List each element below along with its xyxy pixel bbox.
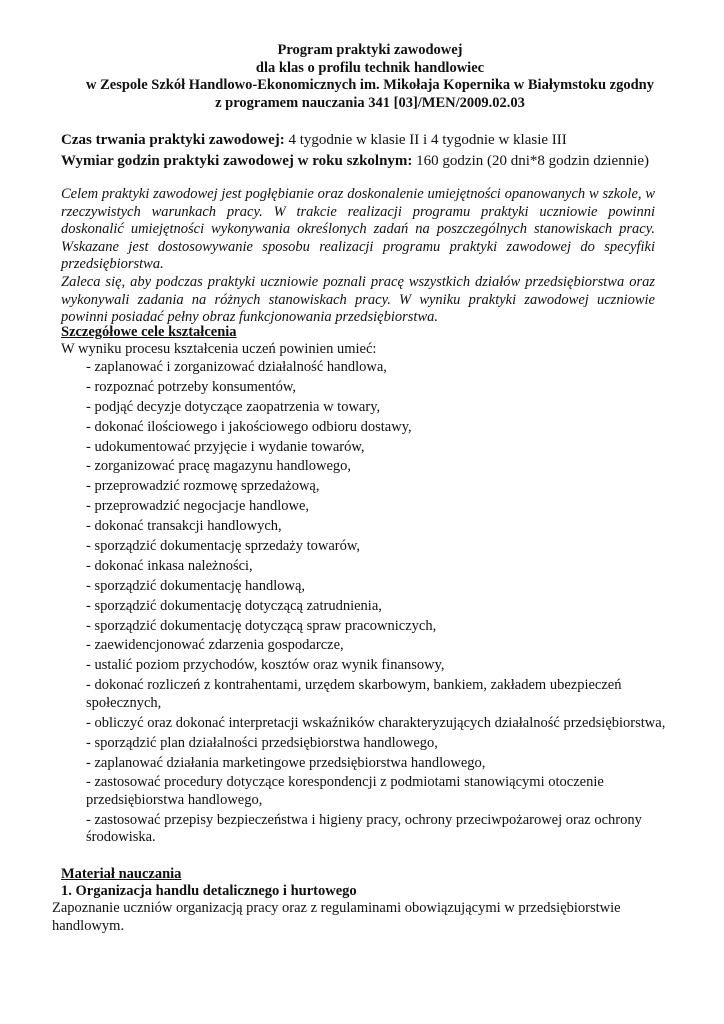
- title-line: dla klas o profilu technik handlowiec: [255, 59, 485, 76]
- goal-item: - udokumentować przyjęcie i wydanie towarów,: [86, 438, 365, 455]
- goal-item: - sporządzić dokumentację dotyczącą zatrudnienia,: [86, 597, 382, 614]
- goal-item: - rozpoznać potrzeby konsumentów,: [86, 378, 297, 395]
- hours-label: Wymiar godzin praktyki zawodowej w roku szkolnym:: [61, 153, 413, 169]
- goals-list: [86, 359, 666, 849]
- goal-item: - przeprowadzić negocjacje handlowe,: [86, 498, 310, 515]
- hours-value: 160 godzin (20 dni*8 godzin dziennie): [412, 153, 650, 169]
- goal-item: - zaewidencjonować zdarzenia gospodarcze,: [86, 637, 344, 654]
- goal-item: - dokonać rozliczeń z kontrahentami, urzędem skarbowym, bankiem, zakładem ubezpieczeń społecznych,: [86, 677, 622, 711]
- goal-item: - obliczyć oraz dokonać interpretacji wskaźników charakteryzujących działalność przedsiębiorstwa,: [86, 714, 666, 731]
- goal-item: - sporządzić dokumentację sprzedaży towarów,: [86, 538, 361, 555]
- goal-item: - zaplanować działania marketingowe przedsiębiorstwa handlowego,: [86, 754, 486, 771]
- goal-item: - dokonać transakcji handlowych,: [86, 518, 282, 535]
- title-line: w Zespole Szkół Handlowo-Ekonomicznych im. Mikołaja Kopernika w Białymstoku zgodny: [86, 77, 654, 93]
- material-heading: Materiał nauczania: [61, 866, 182, 882]
- goal-item: - zastosować przepisy bezpieczeństwa i higieny pracy, ochrony przeciwpożarowej oraz ochrony środowiska.: [86, 811, 642, 846]
- goal-item: - dokonać inkasa należności,: [86, 557, 253, 574]
- title-line: z programem nauczania 341 [03]/MEN/2009.02.03: [215, 94, 525, 111]
- goal-item: - zaplanować i zorganizować działalność handlowa,: [86, 359, 387, 375]
- goals-heading: Szczegółowe cele kształcenia: [61, 324, 237, 340]
- intro-paragraph: Celem praktyki zawodowej jest pogłębianie oraz doskonalenie umiejętności opanowanych w szkole, w rzeczywistych warunkach pracy. W trakcie realizacji programu praktyki uczniowie powinni doskonalić umiejętności wykonywania określonych zadań na poszczególnych stanowiskach pracy. Wskazane jest dostosowywanie sposobu realizacji programu praktyki zawodowej do specyfiki przedsiębiorstwa.: [61, 186, 655, 273]
- duration-line: [61, 130, 681, 151]
- goal-item: - zorganizować pracę magazynu handlowego,: [86, 458, 352, 475]
- goal-item: - podjąć decyzje dotyczące zaopatrzenia w towary,: [86, 398, 381, 415]
- section-title: 1. Organizacja handlu detalicznego i hurtowego: [61, 883, 357, 899]
- goal-item: - dokonać ilościowego i jakościowego odbioru dostawy,: [86, 418, 412, 435]
- duration-value: 4 tygodnie w klasie II i 4 tygodnie w klasie III: [284, 132, 567, 148]
- goal-item: - sporządzić dokumentację handlową,: [86, 577, 306, 594]
- goal-item: - sporządzić dokumentację dotyczącą spraw pracowniczych,: [86, 617, 437, 634]
- goal-item: - przeprowadzić rozmowę sprzedażową,: [86, 478, 320, 495]
- hours-line: [61, 151, 681, 172]
- title-line: Program praktyki zawodowej: [277, 42, 463, 58]
- document-title: [40, 42, 700, 112]
- intro-paragraph: Zaleca się, aby podczas praktyki uczniowie poznali pracę wszystkich działów przedsiębiorstwa oraz wykonywali zadania na różnych stanowiskach pracy. W wyniku praktyki zawodowej uczniowie powinni posiadać pełny obraz funkcjonowania przedsiębiorstwa.: [61, 273, 655, 326]
- practice-meta: [61, 130, 681, 172]
- intro-text: [61, 186, 655, 327]
- goals-lead: W wyniku procesu kształcenia uczeń powinien umieć:: [61, 341, 377, 357]
- goal-item: - sporządzić plan działalności przedsiębiorstwa handlowego,: [86, 734, 438, 751]
- goal-item: - zastosować procedury dotyczące korespondencji z podmiotami stanowiącymi otoczenie przedsiębiorstwa handlowego,: [86, 774, 604, 808]
- goal-item: - ustalić poziom przychodów, kosztów oraz wynik finansowy,: [86, 657, 445, 674]
- section-text: Zapoznanie uczniów organizacją pracy oraz z regulaminami obowiązującymi w przedsiębiorstwie handlowym.: [52, 900, 621, 934]
- duration-label: Czas trwania praktyki zawodowej:: [61, 132, 285, 148]
